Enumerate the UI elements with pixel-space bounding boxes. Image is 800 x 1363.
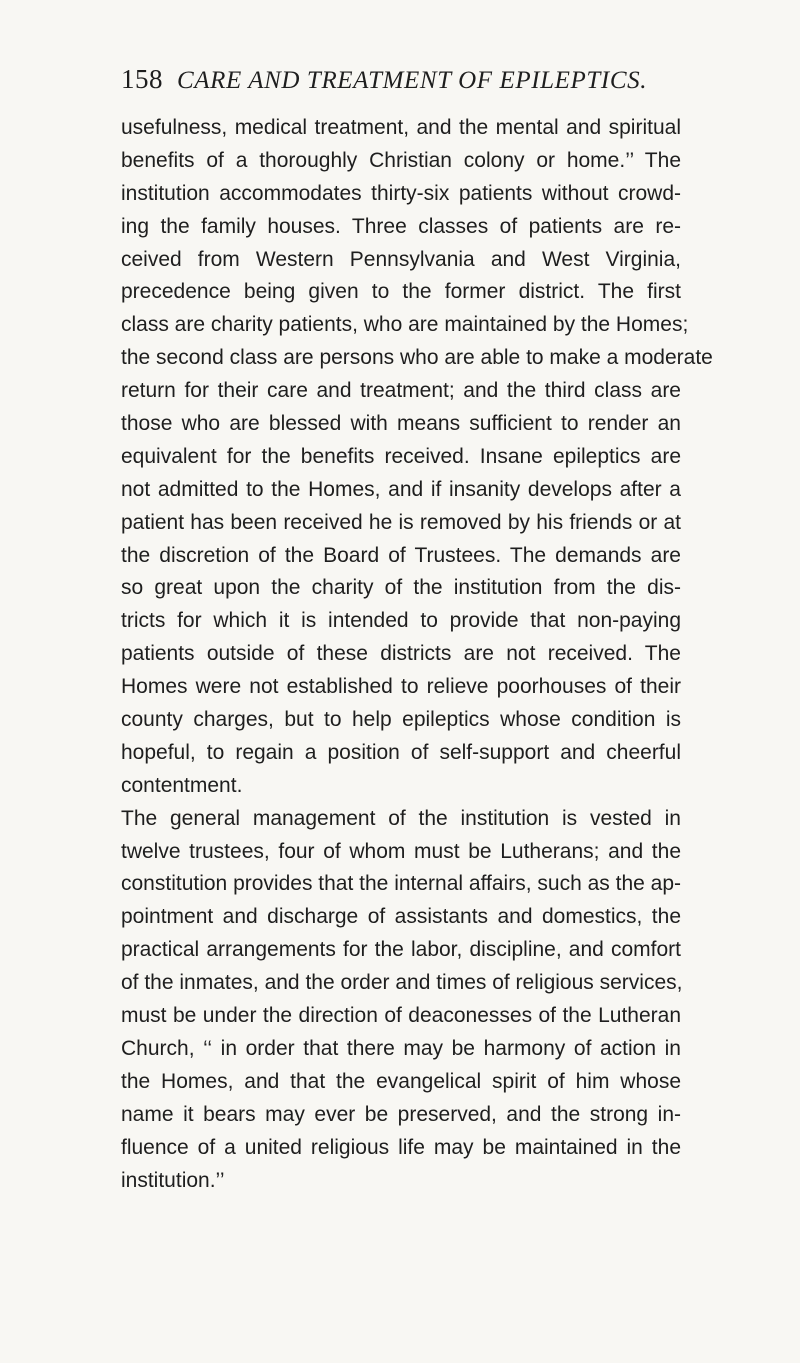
- text-line: pointment and discharge of assistants and domestics, the: [121, 905, 681, 929]
- running-head: [121, 64, 681, 104]
- text-line: of the inmates, and the order and times of religious services,: [121, 971, 683, 995]
- text-line: hopeful, to regain a position of self-support and cheerful: [121, 740, 681, 764]
- text-line: equivalent for the benefits received. Insane epileptics are: [121, 444, 681, 468]
- text-line: return for their care and treatment; and the third class are: [121, 379, 681, 403]
- text-line: institution accommodates thirty-six patients without crowd-: [121, 181, 681, 205]
- text-line: The general management of the institution is vested in: [121, 806, 681, 830]
- text-line: not admitted to the Homes, and if insanity develops after a: [121, 477, 681, 501]
- text-line: institution.’’: [121, 1168, 225, 1192]
- text-line: patients outside of these districts are not received. The: [121, 642, 681, 666]
- text-line: tricts for which it is intended to provide that non-paying: [121, 609, 681, 633]
- text-line: fluence of a united religious life may be maintained in the: [121, 1135, 681, 1159]
- text-line: constitution provides that the internal affairs, such as the ap-: [121, 872, 681, 896]
- text-line: class are charity patients, who are maintained by the Homes;: [121, 313, 689, 337]
- text-line: ing the family houses. Three classes of patients are re-: [121, 214, 681, 238]
- text-line: benefits of a thoroughly Christian colony or home.’’ The: [121, 148, 681, 172]
- text-line: county charges, but to help epileptics whose condition is: [121, 708, 681, 732]
- text-line: so great upon the charity of the institution from the dis-: [121, 576, 681, 600]
- text-line: Homes were not established to relieve poorhouses of their: [121, 675, 681, 699]
- text-line: the Homes, and that the evangelical spirit of him whose: [121, 1069, 681, 1093]
- body-text: [121, 112, 713, 1197]
- page-number: 158: [121, 64, 163, 94]
- text-line: contentment.: [121, 773, 243, 797]
- text-line: the second class are persons who are able to make a moderate: [121, 346, 713, 370]
- text-line: those who are blessed with means sufficient to render an: [121, 412, 681, 436]
- text-line: Church, ‘‘ in order that there may be harmony of action in: [121, 1036, 681, 1060]
- text-line: must be under the direction of deaconesses of the Lutheran: [121, 1004, 681, 1028]
- text-line: precedence being given to the former district. The first: [121, 280, 681, 304]
- text-line: ceived from Western Pennsylvania and West Virginia,: [121, 247, 681, 271]
- text-line: name it bears may ever be preserved, and the strong in-: [121, 1102, 681, 1126]
- text-line: usefulness, medical treatment, and the mental and spiritual: [121, 116, 681, 139]
- running-title: CARE AND TREATMENT OF EPILEPTICS.: [177, 67, 648, 94]
- text-line: practical arrangements for the labor, discipline, and comfort: [121, 938, 681, 962]
- text-line: twelve trustees, four of whom must be Lutherans; and the: [121, 839, 681, 863]
- text-line: patient has been received he is removed by his friends or at: [121, 510, 681, 534]
- text-line: the discretion of the Board of Trustees. The demands are: [121, 543, 681, 567]
